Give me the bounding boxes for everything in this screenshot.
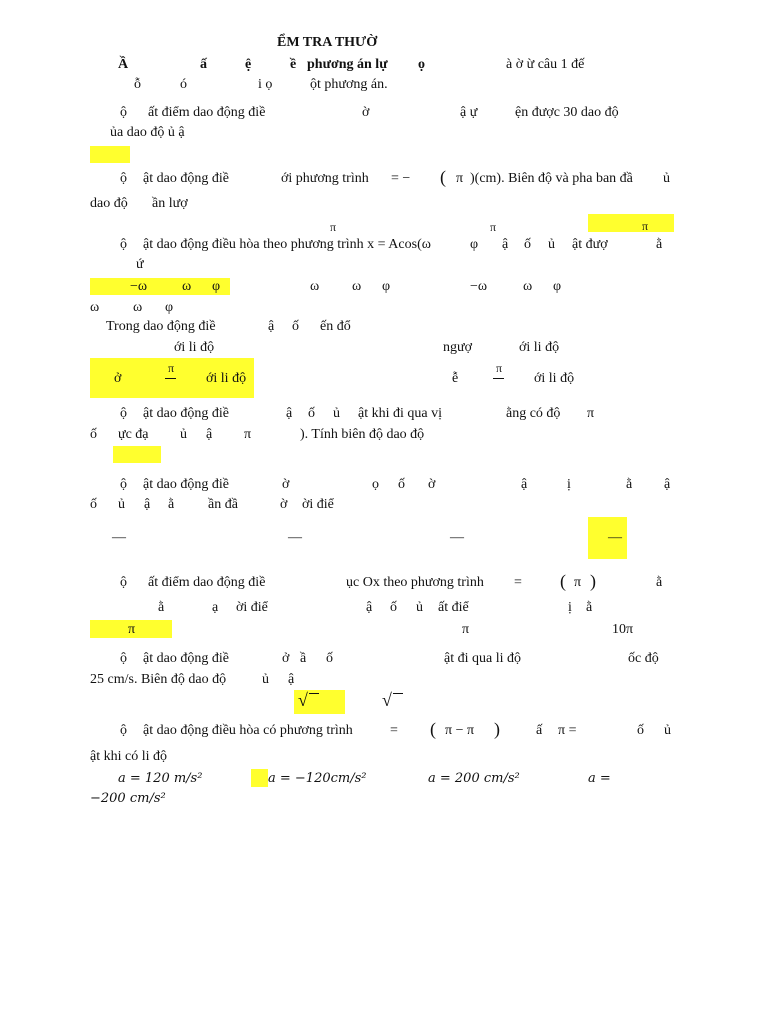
q6-text: ằ bbox=[626, 477, 633, 492]
q2-text: = − bbox=[391, 171, 411, 186]
q5-text: ố bbox=[90, 427, 97, 442]
q8-text: ở bbox=[282, 651, 290, 666]
q9-text: = bbox=[390, 723, 398, 738]
q7-text: ằ bbox=[656, 575, 663, 590]
q2-pi: π bbox=[490, 220, 497, 234]
q3-option-c: ω bbox=[523, 279, 533, 294]
q6-option-b: — bbox=[288, 530, 302, 545]
q5-text: ực đạ bbox=[118, 427, 149, 442]
q6-text: ật dao động điề bbox=[143, 477, 229, 492]
instr-text: ề bbox=[290, 57, 297, 72]
q3-text: ật dao động điều hòa theo phương trình x = Acos(ω bbox=[143, 237, 431, 252]
q6-option-d: — bbox=[608, 530, 622, 545]
q2-text: ộ bbox=[120, 171, 127, 186]
q5-text: ). Tính biên độ dao độ bbox=[300, 427, 425, 442]
q9-text: π − π bbox=[445, 723, 475, 738]
q7-text: ằ bbox=[586, 600, 593, 615]
q8-text: ầ bbox=[300, 651, 307, 666]
q9-text: ủ bbox=[664, 723, 671, 738]
q4-pi: π bbox=[167, 361, 175, 375]
q4-text: ố bbox=[292, 319, 299, 334]
q2-text: dao độ bbox=[90, 196, 128, 211]
q1-text: ộ bbox=[120, 105, 127, 120]
q5-text: π bbox=[587, 406, 595, 421]
instr-text: Ầ bbox=[118, 57, 129, 72]
q4-option-c: ở bbox=[114, 371, 122, 386]
q5-text: ộ bbox=[120, 406, 127, 421]
q4-text: ậ bbox=[268, 319, 275, 334]
q3-text: ật đượ bbox=[572, 237, 608, 252]
q3-text: φ bbox=[470, 237, 479, 252]
q7-paren: ( bbox=[560, 571, 566, 591]
q7-text: ục Ox theo phương trình bbox=[346, 575, 484, 590]
q7-pi: π bbox=[574, 575, 582, 590]
instr-text: à ờ ừ câu 1 đế bbox=[506, 57, 585, 72]
q9-option-a: a = 120 m/s² bbox=[118, 771, 203, 786]
q3-option-b: φ bbox=[382, 279, 391, 294]
q8-text: ậ bbox=[288, 672, 295, 687]
q7-option-d: 10π bbox=[612, 622, 634, 637]
q4-option-b: ới li độ bbox=[519, 340, 560, 355]
q9-text: ấ bbox=[536, 723, 543, 738]
q5-text: ằng có độ bbox=[506, 406, 561, 421]
q1-text: ủa dao độ ủ ậ bbox=[110, 125, 185, 140]
q3-text: ằ bbox=[656, 237, 663, 252]
q4-text: Trong dao động điề bbox=[106, 319, 216, 334]
q2-text: ới phương trình bbox=[281, 171, 369, 186]
instr-text: phương án lự bbox=[307, 57, 388, 72]
q5-text: ật khi đi qua vị bbox=[358, 406, 442, 421]
q6-text: ậ bbox=[664, 477, 671, 492]
q8-text: ố bbox=[326, 651, 333, 666]
q3-option-d: ω bbox=[90, 300, 100, 315]
q6-text: ủ bbox=[118, 497, 125, 512]
q6-text: ố bbox=[90, 497, 97, 512]
q6-text: ố bbox=[398, 477, 405, 492]
instr-text: ấ bbox=[200, 57, 207, 72]
q4-option-d: ễ bbox=[452, 371, 459, 386]
instr-text: ệ bbox=[245, 57, 252, 72]
q5-text: π bbox=[244, 427, 252, 442]
q6-text: ờ bbox=[282, 477, 290, 492]
answer-highlight bbox=[90, 278, 230, 295]
page-title: ỂM TRA THƯỜ bbox=[277, 35, 378, 50]
q9-text: ộ bbox=[120, 723, 127, 738]
q2-text: ần lượ bbox=[152, 196, 188, 211]
q9-option-d: a = bbox=[588, 771, 611, 786]
q3-option-c: φ bbox=[553, 279, 562, 294]
q5-text: ậ bbox=[286, 406, 293, 421]
q7-text: ủ bbox=[416, 600, 423, 615]
q6-text: ộ bbox=[120, 477, 127, 492]
q9-option-c: a = 200 cm/s² bbox=[428, 771, 520, 786]
q2-text: ật dao động điề bbox=[143, 171, 229, 186]
q7-text: ộ bbox=[120, 575, 127, 590]
q4-option-d: ới li độ bbox=[534, 371, 575, 386]
q3-option-a: −ω bbox=[130, 279, 148, 294]
answer-highlight bbox=[90, 146, 130, 163]
q4-pi: π bbox=[495, 361, 503, 375]
fraction-bar bbox=[493, 378, 504, 379]
q9-text: ố bbox=[637, 723, 644, 738]
q5-text: ủ bbox=[180, 427, 187, 442]
q1-text: ện được 30 dao độ bbox=[515, 105, 619, 120]
q2-pi: π bbox=[456, 171, 464, 186]
q3-option-d: φ bbox=[165, 300, 174, 315]
q8-text: ủ bbox=[262, 672, 269, 687]
q7-option-a: π bbox=[128, 622, 136, 637]
q8-text: ốc độ bbox=[628, 651, 659, 666]
q4-text: ến đổ bbox=[320, 319, 351, 334]
q1-text: ất điểm dao động điề bbox=[148, 105, 266, 120]
q1-text: ờ bbox=[362, 105, 370, 120]
q6-text: ậ bbox=[521, 477, 528, 492]
q1-text: ậ ự bbox=[460, 105, 478, 120]
q6-text: ờ bbox=[280, 497, 288, 512]
q3-text: ủ bbox=[548, 237, 555, 252]
q7-text: ậ bbox=[366, 600, 373, 615]
q8-text: ật đi qua li độ bbox=[444, 651, 521, 666]
q9-text: π = bbox=[558, 723, 577, 738]
q2-text: )(cm). Biên độ và pha ban đầ bbox=[470, 171, 633, 186]
q9-paren: ( bbox=[430, 719, 436, 739]
q3-option-c: −ω bbox=[470, 279, 488, 294]
q3-text: ộ bbox=[120, 237, 127, 252]
answer-highlight bbox=[113, 446, 161, 463]
fraction-bar bbox=[165, 378, 176, 379]
q8-text: 25 cm/s. Biên độ dao độ bbox=[90, 672, 227, 687]
answer-highlight bbox=[251, 769, 268, 787]
q9-text: ật khi có li độ bbox=[90, 749, 167, 764]
q7-text: ị bbox=[568, 600, 572, 615]
q7-text: ất điểm dao động điề bbox=[148, 575, 266, 590]
q5-text: ủ bbox=[333, 406, 340, 421]
q3-option-b: ω bbox=[352, 279, 362, 294]
q4-option-b: ngượ bbox=[443, 340, 472, 355]
q6-text: ị bbox=[567, 477, 571, 492]
q6-text: ằ bbox=[168, 497, 175, 512]
instr-text: ột phương án. bbox=[310, 77, 388, 92]
q9-paren: ) bbox=[494, 719, 500, 739]
q3-text: ứ bbox=[136, 257, 144, 272]
q3-option-d: ω bbox=[133, 300, 143, 315]
q3-text: ố bbox=[524, 237, 531, 252]
q7-text: = bbox=[514, 575, 522, 590]
instr-text: i ọ bbox=[258, 77, 273, 92]
q9-option-b: a = −120cm/s² bbox=[268, 771, 367, 786]
q5-text: ố bbox=[308, 406, 315, 421]
q9-option-d: −200 cm/s² bbox=[90, 791, 166, 806]
q7-text: ằ bbox=[158, 600, 165, 615]
q9-text: ật dao động điều hòa có phương trình bbox=[143, 723, 353, 738]
q6-text: ần đầ bbox=[208, 497, 238, 512]
sqrt-bar bbox=[309, 693, 319, 694]
q7-option-c: π bbox=[462, 622, 470, 637]
q6-text: ọ bbox=[372, 477, 379, 492]
answer-highlight bbox=[588, 214, 674, 232]
q7-paren: ) bbox=[590, 571, 596, 591]
q5-text: ậ bbox=[206, 427, 213, 442]
q6-text: ậ bbox=[144, 497, 151, 512]
sqrt-bar bbox=[393, 693, 403, 694]
q7-text: ố bbox=[390, 600, 397, 615]
q7-text: ời điể bbox=[236, 600, 268, 615]
q7-text: ất điể bbox=[438, 600, 469, 615]
q3-text: ậ bbox=[502, 237, 509, 252]
q7-text: ạ bbox=[212, 600, 219, 615]
q8-text: ộ bbox=[120, 651, 127, 666]
q4-option-c: ới li độ bbox=[206, 371, 247, 386]
q6-text: ờ bbox=[428, 477, 436, 492]
q8-text: ật dao động điề bbox=[143, 651, 229, 666]
instr-text: ỗ bbox=[134, 77, 141, 92]
q4-option-a: ới li độ bbox=[174, 340, 215, 355]
q5-text: ật dao động điề bbox=[143, 406, 229, 421]
q3-option-a: φ bbox=[212, 279, 221, 294]
q2-text: ủ bbox=[663, 171, 670, 186]
q8-sqrt: √ bbox=[298, 690, 308, 710]
q2-paren: ( bbox=[440, 167, 446, 187]
q3-option-b: ω bbox=[310, 279, 320, 294]
instr-text: ó bbox=[180, 77, 187, 92]
instr-text: ọ bbox=[418, 57, 425, 72]
q6-option-c: — bbox=[450, 530, 464, 545]
q3-option-a: ω bbox=[182, 279, 192, 294]
q6-text: ời điể bbox=[302, 497, 334, 512]
q2-pi: π bbox=[642, 219, 649, 233]
q6-option-a: — bbox=[112, 530, 126, 545]
q8-sqrt: √ bbox=[382, 690, 392, 710]
q2-pi: π bbox=[330, 220, 337, 234]
